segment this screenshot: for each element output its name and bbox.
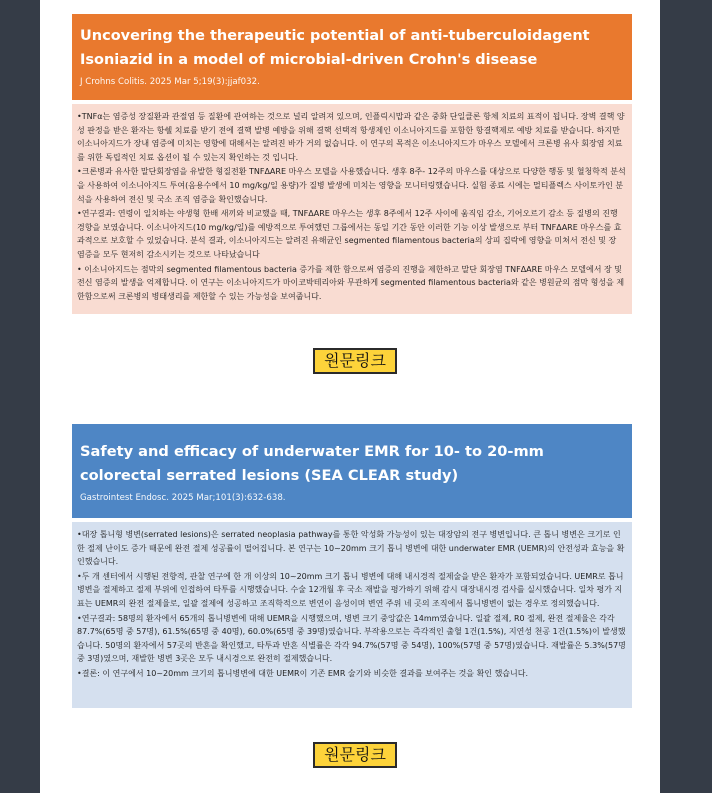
summary-bullet: •연구결과: 58명의 환자에서 65개의 톱니병변에 대해 UEMR을 시행했으며, 병변 크기 중앙값은 14mm였습니다. 일괄 절제, R0 절제, 완전 절제율은 각각 87.7%(65명 중 57명), 61.5%(65명 중 40명), 60.0%(65명 중 39명)였습니다. 부작용으로는 즉각적인 출혈 1건(1.5%), 지연성 천공 1건(1.5%)이 발생했습니다. 50명의 환자에서 57곳의 반흔을 확인했고, 타투과 반흔 식별률은 각각 94.7%(57명 중 54명), 100%(57명 중 57명)였습니다. 재발률은 5.3%(57명 중 3명)였으며, 재발한 병변 3곳은 모두 내시경으로 완전히 절제했습니다. xyxy=(77,613,626,664)
original-link-button[interactable]: 원문링크 xyxy=(313,348,397,374)
summary-bullet: •연구결과: 연령이 일치하는 야생형 한배 새끼와 비교했을 때, TNFΔARE 마우스는 생후 8주에서 12주 사이에 움직임 감소, 기어오르기 감소 등 질병의 진행 경향을 보였습니다. 이소니아지드(10 mg/kg/일)를 예방적으로 투여했던 그룹에서는 동일 기간 동안 이러한 기능 이상 발생으로 부터 TNFΔARE 마우스를 효과적으로 보호할 수 있었습니다. 분석 결과, 이소니아지드는 알려진 유해균인 segmented filamentous bacteria의 상피 집락에 영향을 미쳐서 전신 및 장 염증을 모두 현저히 감소시키는 것으로 나타났습니다 xyxy=(77,209,622,259)
original-link-button[interactable]: 원문링크 xyxy=(313,742,397,768)
article-title: Safety and efficacy of underwater EMR for 10- to 20-mm colorectal serrated lesions (SEA CLEAR study) xyxy=(80,443,544,484)
article-citation: J Crohns Colitis. 2025 Mar 5;19(3):jjaf032. xyxy=(80,77,260,87)
summary-bullet: •두 개 센터에서 시행된 전향적, 관찰 연구에 한 개 이상의 10~20mm 크기 톱니 병변에 대해 내시경적 절제술을 받은 환자가 포함되었습니다. UEMR로 톱니병변을 절제하고 절제 부위에 인접하여 타투를 시행했습니다. 수술 12개월 후 국소 재발을 평가하기 위해 감시 대장내시경 검사를 실시했습니다. 일차 평가 지표는 UEMR의 완전 절제율로, 일괄 절제에 성공하고 조직학적으로 변연이 음성이며 변연 주위 네 곳의 조직에서 톱니병변이 없는 경우로 정의했습니다. xyxy=(77,571,624,608)
article-citation: Gastrointest Endosc. 2025 Mar;101(3):632-638. xyxy=(80,493,286,503)
article-card xyxy=(72,14,632,314)
article-card xyxy=(72,424,632,708)
summary-bullet: •크론병과 유사한 말단회장염을 유발한 형질전환 TNFΔARE 마우스 모델을 사용했습니다. 생후 8주- 12주의 마우스를 대상으로 다양한 행동 및 혈청학적 분석을 사용하여 이소니아지드 투여(음용수에서 10 mg/kg/일 용량)가 질병 발생에 미치는 영향을 모니터링했습니다. 실험 종료 시에는 멀티플렉스 사이토카인 분석을 사용하여 전신 및 국소 조직 염증을 확인했습니다. xyxy=(77,167,626,204)
summary-bullet: •TNFα는 염증성 장질환과 관절염 등 질환에 관여하는 것으로 널리 알려져 있으며, 인플릭시맙과 같은 중화 단일클론 항체 치료의 표적이 됩니다. 장벽 결핵 양성 판정을 받은 환자는 항쉘 치료를 받기 전에 결핵 발병 예방을 위해 결핵 선택적 항생제인 이소니아지드를 포함한 항결핵제로 예방 치료를 받습니다. 하지만 이소니아지드가 장내 염증에 미치는 영향에 대해서는 알려진 바가 거의 없습니다. 이 연구의 목적은 이소니아지드가 마우스 모델에서 크론병 유사 회장염 치료를 위한 독립적인 치료 옵션이 될 수 있는지 확인하는 것 입니다. xyxy=(77,112,625,162)
article-title: Uncovering the therapeutic potential of anti-tuberculoidagent Isoniazid in a model of microbial-driven Crohn's disease xyxy=(80,28,590,68)
summary-bullet: •결론: 이 연구에서 10~20mm 크기의 톱니병변에 대한 UEMR이 기존 EMR 술기와 비슷한 결과를 보여주는 것을 확인 했습니다. xyxy=(77,668,529,678)
summary-bullet: •대장 톱니형 병변(serrated lesions)은 serrated neoplasia pathway를 통한 악성화 가능성이 있는 대장암의 전구 병변입니다. 큰 톱니 병변은 크기로 인한 절제 난이도 증가 때문에 완전 절제 성공률이 떨어집니다. 본 연구는 10~20mm 크기 톱니 병변에 대한 underwater EMR (UEMR)의 안전성과 효능을 확인했습니다. xyxy=(77,530,625,567)
article-header xyxy=(72,14,632,100)
summary-bullet: • 이소니아지드는 점막의 segmented filamentous bacteria 증가를 제한 함으로써 염증의 진행을 제한하고 말단 회장염 TNFΔARE 마우스 모델에서 장 및 전신 염증의 발생을 억제합니다. 이 연구는 이소니아지드가 마이코박테리아와 무관하게 segmented filamentous bacteria와 같은 병원균의 점막 형성을 제한함으로써 크론병의 병태생리를 제한할 수 있는 가능성을 보여줍니다. xyxy=(77,264,625,301)
article-summary xyxy=(72,104,632,314)
article-header xyxy=(72,424,632,518)
article-summary xyxy=(72,522,632,708)
newsletter-page xyxy=(40,0,660,793)
